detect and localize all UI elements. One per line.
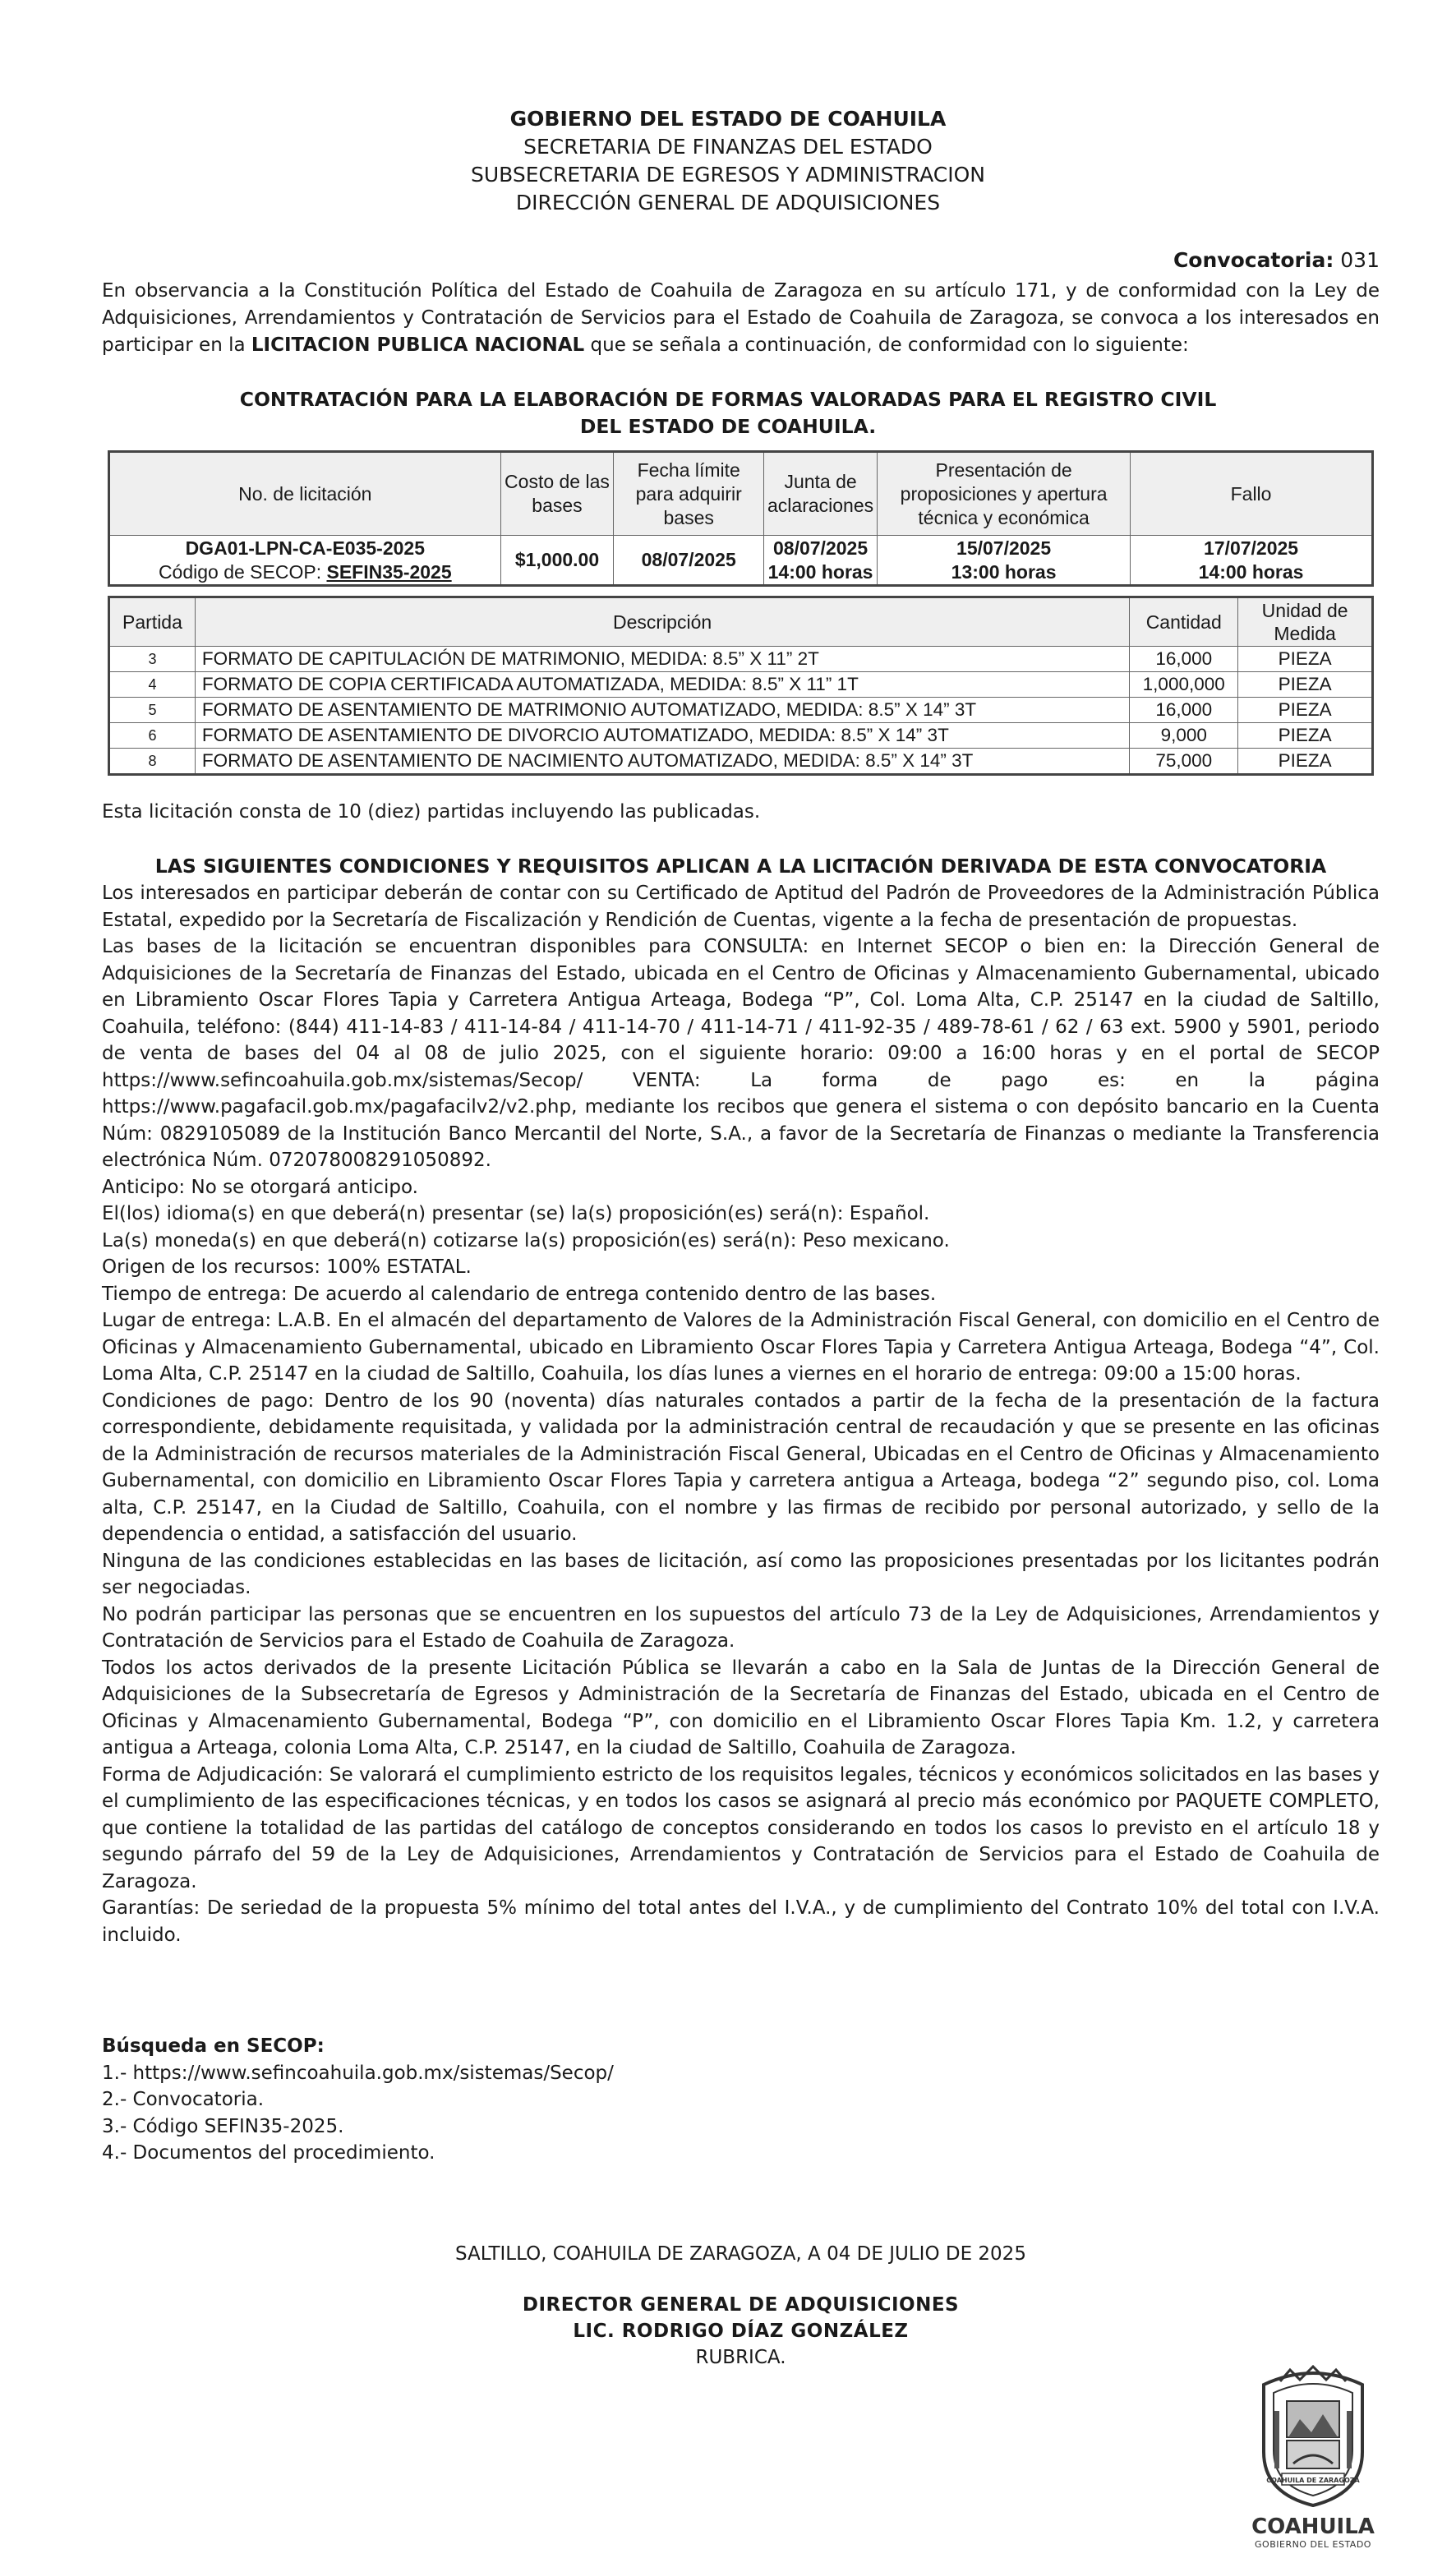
junta-cell	[764, 536, 878, 586]
cantidad-cell: 9,000	[1130, 723, 1238, 749]
unidad-cell: PIEZA	[1238, 698, 1373, 723]
tender-header-row	[109, 452, 1373, 536]
intro-text-before: En observancia a la Constitución Política del Estado de Coahuila de Zaragoza en su artículo 171, y de conformidad con la Ley de Adquisiciones, Arrendamientos y Contratación de Servicios para el Estado de Coahuila de Zaragoza, se convoca a los interesados en participar en la	[102, 280, 1380, 356]
descripcion-cell: FORMATO DE ASENTAMIENTO DE DIVORCIO AUTOMATIZADO, MEDIDA: 8.5” X 14” 3T	[195, 723, 1129, 749]
tender-table	[108, 450, 1374, 587]
cantidad-cell: 16,000	[1130, 647, 1238, 672]
header-line-4: DIRECCIÓN GENERAL DE ADQUISICIONES	[515, 191, 941, 214]
tender-header-cell: Fallo	[1131, 452, 1373, 536]
fallo-date: 17/07/2025	[1203, 537, 1299, 559]
tender-header-cell: Fecha límite para adquirir bases	[614, 452, 764, 536]
presentacion-cell	[878, 536, 1131, 586]
seal-brand: COAHUILA	[1251, 2514, 1375, 2539]
condition-paragraph: Condiciones de pago: Dentro de los 90 (noventa) días naturales contados a partir de la fecha de la presentación de la factura correspondiente, debidamente requisitada, y validada por la administración central de recaudación y que se presente en las oficinas de la Administración de recursos materiales de la Administración Fiscal General, Ubicadas en el Centro de Oficinas y Almacenamiento Gubernamental, con domicilio en Libramiento Oscar Flores Tapia y carretera antigua a Arteaga, bodega “2” segundo piso, col. Loma alta, C.P. 25147, en la Ciudad de Saltillo, Coahuila, con el nombre y las firmas de recibido por personal autorizado, y sello de la dependencia o entidad, a satisfacción del usuario.	[102, 1390, 1380, 1545]
seal-ring-text: COAHUILA DE ZARAGOZA	[1266, 2477, 1360, 2484]
unidad-cell: PIEZA	[1238, 647, 1373, 672]
convocatoria-value: 031	[1340, 248, 1380, 272]
intro-text-after: que se señala a continuación, de conformidad con lo siguiente:	[584, 334, 1189, 356]
condition-paragraph: No podrán participar las personas que se encuentren en los supuestos del artículo 73 de la Ley de Adquisiciones, Arrendamientos y Contratación de Servicios para el Estado de Coahuila de Zaragoza.	[102, 1603, 1380, 1652]
table-row	[109, 647, 1373, 672]
tender-header-cell: Junta de aclaraciones	[764, 452, 878, 536]
partida-cell: 5	[109, 698, 196, 723]
condition-paragraph: El(los) idioma(s) en que deberá(n) presentar (se) la(s) proposición(es) será(n): Español.	[102, 1203, 930, 1224]
secop-code: SEFIN35-2025	[326, 560, 452, 583]
presentacion-date: 15/07/2025	[956, 537, 1052, 559]
contract-title-line-2: DEL ESTADO DE COAHUILA.	[579, 415, 877, 438]
partida-cell: 3	[109, 647, 196, 672]
descripcion-cell: FORMATO DE COPIA CERTIFICADA AUTOMATIZADA, MEDIDA: 8.5” X 11” 1T	[195, 672, 1129, 698]
busqueda-step: 4.- Documentos del procedimiento.	[102, 2142, 435, 2164]
header-line-2: SECRETARIA DE FINANZAS DEL ESTADO	[523, 135, 933, 159]
partida-cell: 6	[109, 723, 196, 749]
condition-paragraph: Ninguna de las condiciones establecidas en las bases de licitación, así como las proposiciones presentadas por los licitantes podrán ser negociadas.	[102, 1550, 1380, 1598]
signature-block	[102, 2241, 1380, 2371]
items-header-cell: Unidad de Medida	[1238, 597, 1373, 647]
tender-header-cell: Presentación de proposiciones y apertura técnica y económica	[878, 452, 1131, 536]
table-row	[109, 672, 1373, 698]
contract-title	[102, 386, 1354, 440]
condition-paragraph: Todos los actos derivados de la presente Licitación Pública se llevarán a cabo en la Sala de Juntas de la Dirección General de Adquisiciones de la Subsecretaría de Egresos y Administración de la Secretaría de Finanzas del Estado, ubicada en el Centro de Oficinas y Almacenamiento Gubernamental, Bodega “P”, con domicilio en el Libramiento Oscar Flores Tapia Km. 1.2, y carretera antigua a Arteaga, colonia Loma Alta, C.P. 25147, en la ciudad de Saltillo, Coahuila de Zaragoza.	[102, 1657, 1380, 1758]
items-header-cell: Partida	[109, 597, 196, 647]
descripcion-cell: FORMATO DE ASENTAMIENTO DE NACIMIENTO AUTOMATIZADO, MEDIDA: 8.5” X 14” 3T	[195, 749, 1129, 775]
fallo-time: 14:00 horas	[1198, 560, 1304, 583]
cantidad-cell: 16,000	[1130, 698, 1238, 723]
table-row	[109, 749, 1373, 775]
header-line-3: SUBSECRETARIA DE EGRESOS Y ADMINISTRACION	[470, 163, 986, 187]
tender-data-row	[109, 536, 1373, 586]
table-row	[109, 698, 1373, 723]
busqueda-step: 1.- https://www.sefincoahuila.gob.mx/sistemas/Secop/	[102, 2062, 614, 2084]
partida-cell: 4	[109, 672, 196, 698]
seal-sub: GOBIERNO DEL ESTADO	[1255, 2539, 1371, 2550]
coat-of-arms-icon	[1247, 2362, 1379, 2510]
unidad-cell: PIEZA	[1238, 749, 1373, 775]
items-header-row	[109, 597, 1373, 647]
contract-title-line-1: CONTRATACIÓN PARA LA ELABORACIÓN DE FORMAS VALORADAS PARA EL REGISTRO CIVIL	[239, 388, 1217, 411]
cantidad-cell: 75,000	[1130, 749, 1238, 775]
condition-paragraph: Forma de Adjudicación: Se valorará el cumplimiento estricto de los requisitos legales, técnicos y económicos solicitados en las bases y el cumplimiento de las especificaciones técnicas, y en todos los casos se asignará al precio más económico por PAQUETE COMPLETO, que contiene la totalidad de las partidas del catálogo de conceptos considerando en todos los casos lo previsto en el artículo 18 y segundo párrafo del 59 de la Ley de Adquisiciones, Arrendamientos y Contratación de Servicios para el Estado de Coahuila de Zaragoza.	[102, 1763, 1380, 1892]
condition-paragraph: Anticipo: No se otorgará anticipo.	[102, 1176, 418, 1198]
table-row	[109, 723, 1373, 749]
fecha-limite-cell: 08/07/2025	[614, 536, 764, 586]
condition-paragraph: Garantías: De seriedad de la propuesta 5% mínimo del total antes del I.V.A., y de cumplimiento del Contrato 10% del total con I.V.A. incluido.	[102, 1897, 1380, 1946]
document-header	[102, 105, 1354, 217]
junta-date: 08/07/2025	[773, 537, 869, 559]
items-table	[108, 596, 1374, 776]
busqueda-section	[102, 2033, 614, 2167]
partida-cell: 8	[109, 749, 196, 775]
rubrica: RUBRICA.	[695, 2347, 786, 2368]
condition-paragraph: Lugar de entrega: L.A.B. En el almacén del departamento de Valores de la Administración Fiscal General, con domicilio en el Centro de Oficinas y Almacenamiento Gubernamental, ubicado en Libramiento Oscar Flores Tapia y Carretera Antigua Arteaga, Bodega “4”, Col. Loma Alta, C.P. 25147 en la ciudad de Saltillo, Coahuila, los días lunes a viernes en el horario de entrega: 09:00 a 15:00 horas.	[102, 1310, 1380, 1385]
convocatoria-label: Convocatoria:	[1173, 248, 1334, 272]
costo-cell: $1,000.00	[500, 536, 614, 586]
busqueda-title: Búsqueda en SECOP:	[102, 2035, 325, 2057]
condition-paragraph: Origen de los recursos: 100% ESTATAL.	[102, 1256, 472, 1278]
partidas-note: Esta licitación consta de 10 (diez) partidas incluyendo las publicadas.	[102, 801, 761, 823]
descripcion-cell: FORMATO DE ASENTAMIENTO DE MATRIMONIO AUTOMATIZADO, MEDIDA: 8.5” X 14” 3T	[195, 698, 1129, 723]
presentacion-time: 13:00 horas	[951, 560, 1057, 583]
busqueda-step: 2.- Convocatoria.	[102, 2089, 265, 2110]
items-header-cell: Cantidad	[1130, 597, 1238, 647]
conditions-body	[102, 880, 1380, 1948]
busqueda-step: 3.- Código SEFIN35-2025.	[102, 2115, 344, 2137]
coahuila-seal	[1247, 2362, 1379, 2550]
items-header-cell: Descripción	[195, 597, 1129, 647]
descripcion-cell: FORMATO DE CAPITULACIÓN DE MATRIMONIO, MEDIDA: 8.5” X 11” 2T	[195, 647, 1129, 672]
unidad-cell: PIEZA	[1238, 672, 1373, 698]
signer-position: DIRECTOR GENERAL DE ADQUISICIONES	[522, 2294, 960, 2316]
fallo-cell	[1131, 536, 1373, 586]
condition-paragraph: La(s) moneda(s) en que deberá(n) cotizarse la(s) proposición(es) será(n): Peso mexicano.	[102, 1229, 950, 1251]
junta-time: 14:00 horas	[767, 560, 873, 583]
intro-bold: LICITACION PUBLICA NACIONAL	[251, 334, 585, 356]
condition-paragraph: Las bases de la licitación se encuentran disponibles para CONSULTA: en Internet SECOP o bien en: la Dirección General de Adquisiciones de la Secretaría de Finanzas del Estado, ubicada en el Centro de Oficinas y Almacenamiento Gubernamental, ubicado en Libramiento Oscar Flores Tapia y Carretera Antigua Arteaga, Bodega “P”, Col. Loma Alta, C.P. 25147 en la ciudad de Saltillo, Coahuila, teléfono: (844) 411-14-83 / 411-14-84 / 411-14-70 / 411-14-71 / 411-92-35 / 489-78-61 / 62 / 63 ext. 5900 y 5901, periodo de venta de bases del 04 al 08 de julio 2025, con el siguiente horario: 09:00 a 16:00 horas y en el portal de SECOP https://www.sefincoahuila.gob.mx/sistemas/Secop/ VENTA: La forma de pago es: en la página https://www.pagafacil.gob.mx/pagafacilv2/v2.php, mediante los recibos que genera el sistema o con depósito bancario en la Cuenta Núm: 0829105089 de la Institución Banco Mercantil del Norte, S.A., a favor de la Secretaría de Finanzas o mediante la Transferencia electrónica Núm. 072078008291050892.	[102, 936, 1380, 1171]
unidad-cell: PIEZA	[1238, 723, 1373, 749]
intro-paragraph	[102, 278, 1380, 359]
condition-paragraph: Los interesados en participar deberán de contar con su Certificado de Aptitud del Padrón de Proveedores de la Administración Pública Estatal, expedido por la Secretaría de Fiscalización y Rendición de Cuentas, vigente a la fecha de presentación de propuestas.	[102, 883, 1380, 931]
tender-header-cell: No. de licitación	[109, 452, 501, 536]
header-line-1: GOBIERNO DEL ESTADO DE COAHUILA	[509, 107, 947, 131]
licitacion-number: DGA01-LPN-CA-E035-2025	[185, 537, 425, 559]
signer-name: LIC. RODRIGO DÍAZ GONZÁLEZ	[573, 2321, 909, 2342]
condition-paragraph: Tiempo de entrega: De acuerdo al calendario de entrega contenido dentro de las bases.	[102, 1283, 937, 1305]
cantidad-cell: 1,000,000	[1130, 672, 1238, 698]
place-date: SALTILLO, COAHUILA DE ZARAGOZA, A 04 DE JULIO DE 2025	[455, 2243, 1026, 2265]
convocatoria-number	[102, 248, 1380, 272]
tender-header-cell: Costo de las bases	[500, 452, 614, 536]
licitacion-cell	[109, 536, 501, 586]
secop-label: Código de SECOP:	[158, 560, 327, 583]
conditions-title: LAS SIGUIENTES CONDICIONES Y REQUISITOS APLICAN A LA LICITACIÓN DERIVADA DE ESTA CONVOCATORIA	[154, 855, 1327, 878]
